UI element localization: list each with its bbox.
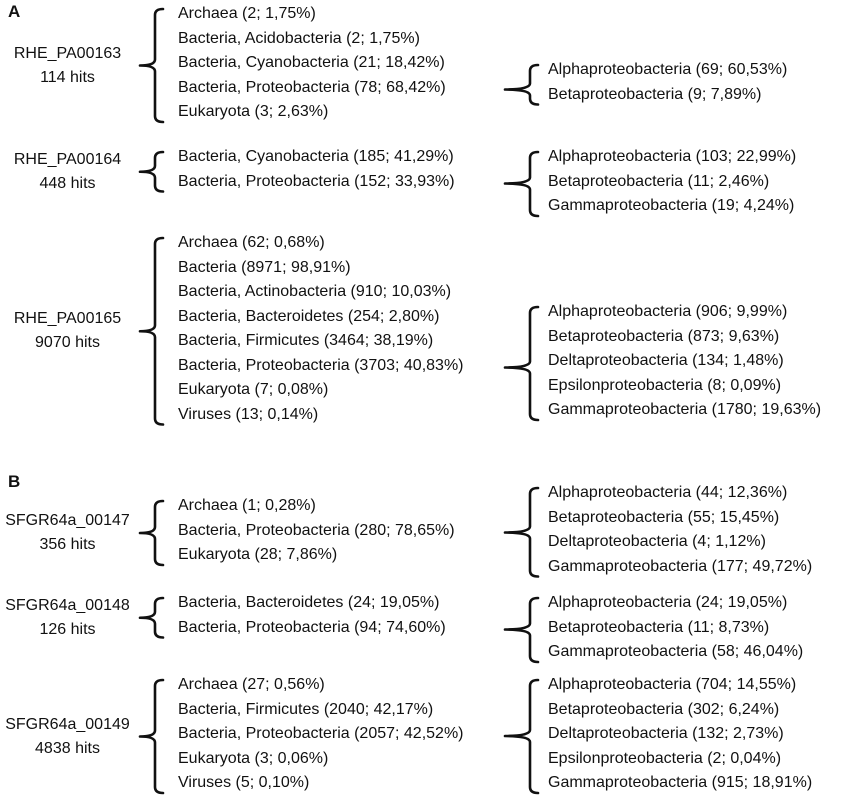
taxon-item: Archaea (27; 0,56%): [178, 676, 325, 693]
taxon-item: Bacteria, Proteobacteria (78; 68,42%): [178, 78, 446, 96]
proteobacteria-item: Deltaproteobacteria (4; 1,12%): [548, 533, 766, 550]
proteobacteria-brace: [501, 484, 534, 581]
gene-label: [0, 42, 135, 90]
taxon-item: Bacteria, Firmicutes (2040; 42,17%): [178, 700, 434, 718]
gene-label: [0, 307, 135, 355]
proteobacteria-item: Betaproteobacteria (55; 15,45%): [548, 508, 780, 526]
gene-brace: [136, 594, 159, 642]
taxon-item: Bacteria, Proteobacteria (280; 78,65%): [178, 521, 455, 539]
brace-path: [140, 238, 163, 425]
taxon-item: Bacteria, Proteobacteria (152; 33,93%): [178, 172, 455, 190]
proteobacteria-item: Alphaproteobacteria (103; 22,99%): [548, 148, 797, 165]
proteobacteria-brace: [501, 61, 534, 109]
gene-brace: [136, 676, 159, 797]
proteobacteria-brace: [501, 303, 534, 424]
proteobacteria-item: Gammaproteobacteria (19; 4,24%): [548, 197, 795, 214]
proteobacteria-brace: [501, 594, 534, 666]
proteobacteria-item: Epsilonproteobacteria (2; 0,04%): [548, 749, 782, 767]
brace-path: [140, 598, 163, 638]
gene-label: [0, 713, 135, 761]
brace-path: [140, 152, 163, 192]
proteobacteria-item: Epsilonproteobacteria (8; 0,09%): [548, 376, 782, 394]
brace-path: [505, 488, 538, 577]
taxon-item: Bacteria, Proteobacteria (3703; 40,83%): [178, 356, 464, 374]
taxon-item: Bacteria, Cyanobacteria (21; 18,42%): [178, 54, 445, 71]
brace-path: [505, 598, 538, 662]
proteobacteria-brace: [501, 676, 534, 797]
gene-id: RHE_PA00164: [13, 150, 122, 168]
taxon-item: Bacteria, Actinobacteria (910; 10,03%): [178, 283, 452, 300]
proteobacteria-item: Alphaproteobacteria (24; 19,05%): [548, 594, 788, 611]
taxon-item: Bacteria, Proteobacteria (94; 74,60%): [178, 618, 446, 636]
proteobacteria-item: Alphaproteobacteria (906; 9,99%): [548, 303, 788, 320]
panel-label: A: [8, 2, 21, 21]
gene-brace: [136, 497, 159, 569]
taxon-item: Viruses (13; 0,14%): [178, 405, 319, 423]
gene-label: [0, 594, 135, 642]
gene-id: SFGR64a_00149: [5, 715, 130, 733]
brace-path: [140, 9, 163, 122]
taxon-item: Eukaryota (3; 2,63%): [178, 103, 329, 120]
proteobacteria-item: Alphaproteobacteria (44; 12,36%): [548, 484, 788, 501]
taxon-item: Eukaryota (3; 0,06%): [178, 749, 329, 767]
gene-id: SFGR64a_00147: [5, 512, 130, 529]
proteobacteria-item: Betaproteobacteria (11; 8,73%): [548, 618, 770, 636]
taxon-item: Viruses (5; 0,10%): [178, 774, 310, 791]
taxon-item: Archaea (62; 0,68%): [178, 234, 325, 251]
gene-hits: 126 hits: [39, 620, 96, 638]
brace-path: [505, 307, 538, 420]
gene-hits: 448 hits: [39, 174, 96, 192]
gene-label: [0, 509, 135, 557]
gene-brace: [136, 5, 159, 126]
taxon-item: Bacteria, Firmicutes (3464; 38,19%): [178, 332, 434, 349]
gene-brace: [136, 148, 159, 196]
brace-path: [505, 680, 538, 793]
gene-hits: 9070 hits: [35, 334, 100, 352]
taxon-item: Eukaryota (28; 7,86%): [178, 546, 338, 563]
gene-hits: 114 hits: [40, 68, 95, 86]
taxon-item: Bacteria, Cyanobacteria (185; 41,29%): [178, 148, 454, 165]
proteobacteria-item: Gammaproteobacteria (58; 46,04%): [548, 643, 804, 660]
proteobacteria-brace: [501, 148, 534, 220]
taxon-item: Bacteria, Bacteroidetes (24; 19,05%): [178, 594, 440, 611]
proteobacteria-item: Deltaproteobacteria (132; 2,73%): [548, 725, 784, 742]
proteobacteria-item: Gammaproteobacteria (177; 49,72%): [548, 557, 813, 575]
proteobacteria-item: Betaproteobacteria (302; 6,24%): [548, 700, 780, 718]
gene-hits: 4838 hits: [35, 739, 100, 757]
proteobacteria-item: Alphaproteobacteria (69; 60,53%): [548, 61, 788, 78]
brace-path: [505, 65, 538, 105]
taxon-item: Eukaryota (7; 0,08%): [178, 381, 329, 398]
brace-path: [140, 501, 163, 565]
gene-id: RHE_PA00163: [13, 44, 122, 62]
proteobacteria-item: Betaproteobacteria (11; 2,46%): [548, 172, 770, 190]
brace-path: [140, 680, 163, 793]
taxon-item: Bacteria, Acidobacteria (2; 1,75%): [178, 29, 420, 47]
taxon-item: Bacteria, Proteobacteria (2057; 42,52%): [178, 725, 464, 742]
panel-label: B: [8, 472, 21, 491]
gene-id: RHE_PA00165: [13, 310, 122, 328]
proteobacteria-item: Gammaproteobacteria (1780; 19,63%): [548, 401, 822, 418]
proteobacteria-item: Betaproteobacteria (9; 7,89%): [548, 85, 762, 103]
taxon-item: Bacteria, Bacteroidetes (254; 2,80%): [178, 307, 440, 325]
proteobacteria-item: Alphaproteobacteria (704; 14,55%): [548, 676, 797, 693]
gene-label: [0, 148, 135, 196]
taxon-item: Archaea (1; 0,28%): [178, 497, 316, 514]
proteobacteria-item: Gammaproteobacteria (915; 18,91%): [548, 774, 813, 791]
gene-hits: 356 hits: [39, 536, 96, 553]
proteobacteria-item: Deltaproteobacteria (134; 1,48%): [548, 352, 784, 369]
gene-brace: [136, 234, 159, 429]
gene-id: SFGR64a_00148: [5, 596, 130, 614]
brace-path: [505, 152, 538, 216]
proteobacteria-item: Betaproteobacteria (873; 9,63%): [548, 327, 780, 345]
taxon-item: Bacteria (8971; 98,91%): [178, 258, 351, 276]
taxon-item: Archaea (2; 1,75%): [178, 5, 316, 22]
